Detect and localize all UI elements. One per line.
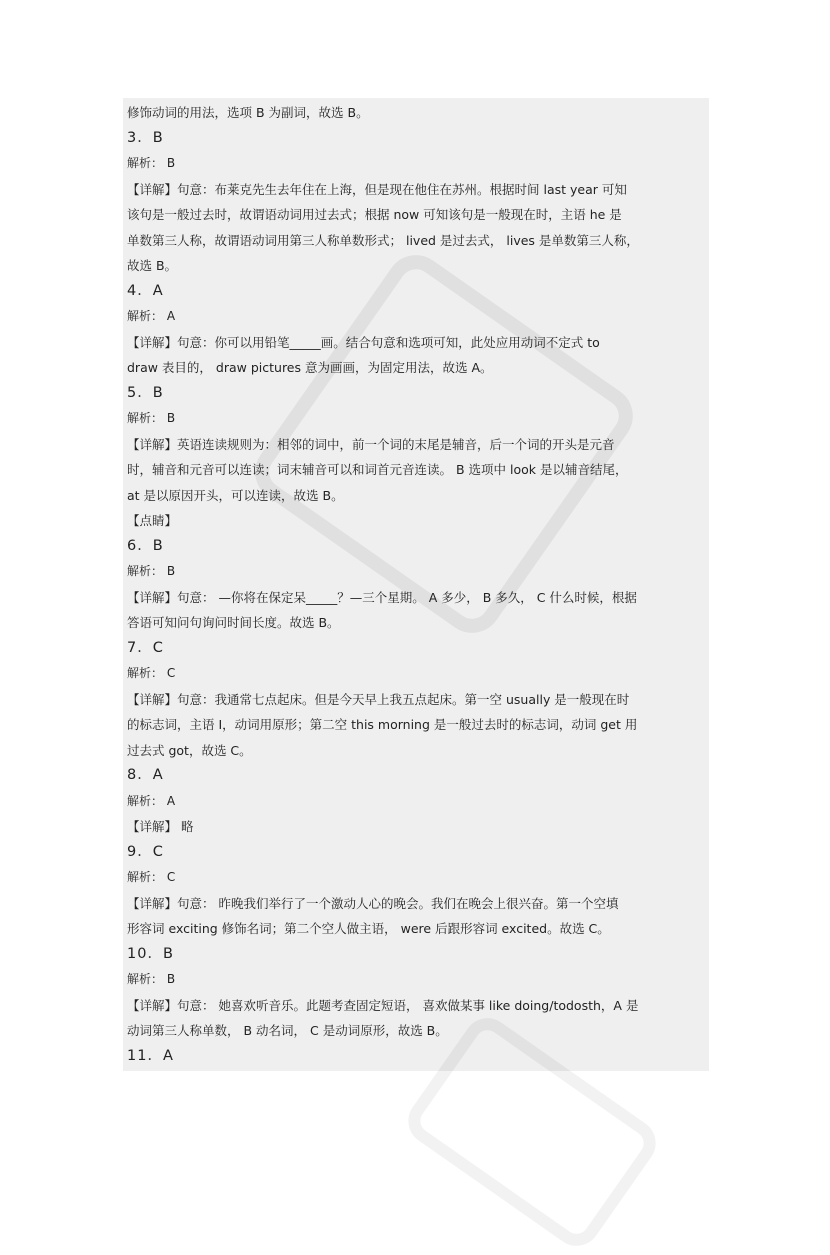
question-number: 9．C <box>127 843 164 860</box>
text-line: draw 表目的， draw pictures 意为画画，为固定用法，故选 A。 <box>127 360 493 375</box>
analysis-line: 解析： B <box>127 411 176 425</box>
text-line: 的标志词，主语 I，动词用原形；第二空 this morning 是一般过去时的标志词，动词 get 用 <box>127 717 638 732</box>
text-line: 【详解】句意：你可以用铅笔_____画。结合句意和选项可知，此处应用动词不定式 to <box>127 334 600 350</box>
text-line: 【点睛】 <box>127 513 178 528</box>
text-line: 过去式 got，故选 C。 <box>127 742 252 758</box>
text-line: 故选 B。 <box>127 258 178 273</box>
text-line: 【详解】句意： 她喜欢听音乐。此题考查固定短语， 喜欢做某事 like doing/todosth，A 是 <box>127 997 639 1013</box>
question-number: 8．A <box>127 767 164 783</box>
text-line: 形容词 exciting 修饰名词；第二个空人做主语， were 后跟形容词 excited。故选 C。 <box>127 921 610 936</box>
text-line: 时，辅音和元音可以连读；词末辅音可以和词首元音连读。 B 选项中 look 是以辅音结尾， <box>127 462 628 477</box>
question-number: 6．B <box>127 537 164 554</box>
analysis-line: 解析： B <box>127 564 176 578</box>
analysis-line: 解析： C <box>127 870 176 884</box>
text-line: 【详解】句意：布莱克先生去年住在上海，但是现在他住在苏州。根据时间 last year 可知 <box>127 181 627 197</box>
answer-content <box>127 100 705 1069</box>
question-number: 3．B <box>127 129 164 146</box>
text-line: 答语可知问句询问时间长度。故选 B。 <box>127 615 340 630</box>
text-line: 【详解】句意： 昨晚我们举行了一个激动人心的晚会。我们在晚会上很兴奋。第一个空填 <box>127 895 619 911</box>
analysis-line: 解析： B <box>127 972 176 986</box>
question-number: 5．B <box>127 384 164 401</box>
question-number: 10．B <box>127 945 174 962</box>
text-line: 【详解】句意： —你将在保定呆_____？—三个星期。 A 多少， B 多久， C 什么时候，根据 <box>127 589 637 605</box>
analysis-line: 解析： A <box>127 793 176 808</box>
analysis-line: 解析： C <box>127 666 176 680</box>
text-line: 【详解】句意：我通常七点起床。但是今天早上我五点起床。第一空 usually 是一般现在时 <box>127 691 630 707</box>
question-number: 4．A <box>127 282 164 299</box>
analysis-line: 解析： A <box>127 309 176 323</box>
text-line: 该句是一般过去时，故谓语动词用过去式；根据 now 可知该句是一般现在时，主语 he 是 <box>127 207 622 222</box>
analysis-line: 解析： B <box>127 156 176 170</box>
text-line: 动词第三人称单数， B 动名词， C 是动词原形，故选 B。 <box>127 1023 448 1038</box>
question-number: 11．A <box>127 1047 174 1064</box>
text-line: 修饰动词的用法，选项 B 为副词，故选 B。 <box>127 105 369 120</box>
text-line: at 是以原因开头，可以连读，故选 B。 <box>127 487 344 503</box>
text-line: 【详解】 略 <box>127 819 194 834</box>
question-number: 7．C <box>127 639 164 656</box>
text-line: 单数第三人称，故谓语动词用第三人称单数形式； lived 是过去式， lives 是单数第三人称， <box>127 232 639 248</box>
text-line: 【详解】英语连读规则为：相邻的词中，前一个词的末尾是辅音，后一个词的开头是元音 <box>127 436 615 452</box>
